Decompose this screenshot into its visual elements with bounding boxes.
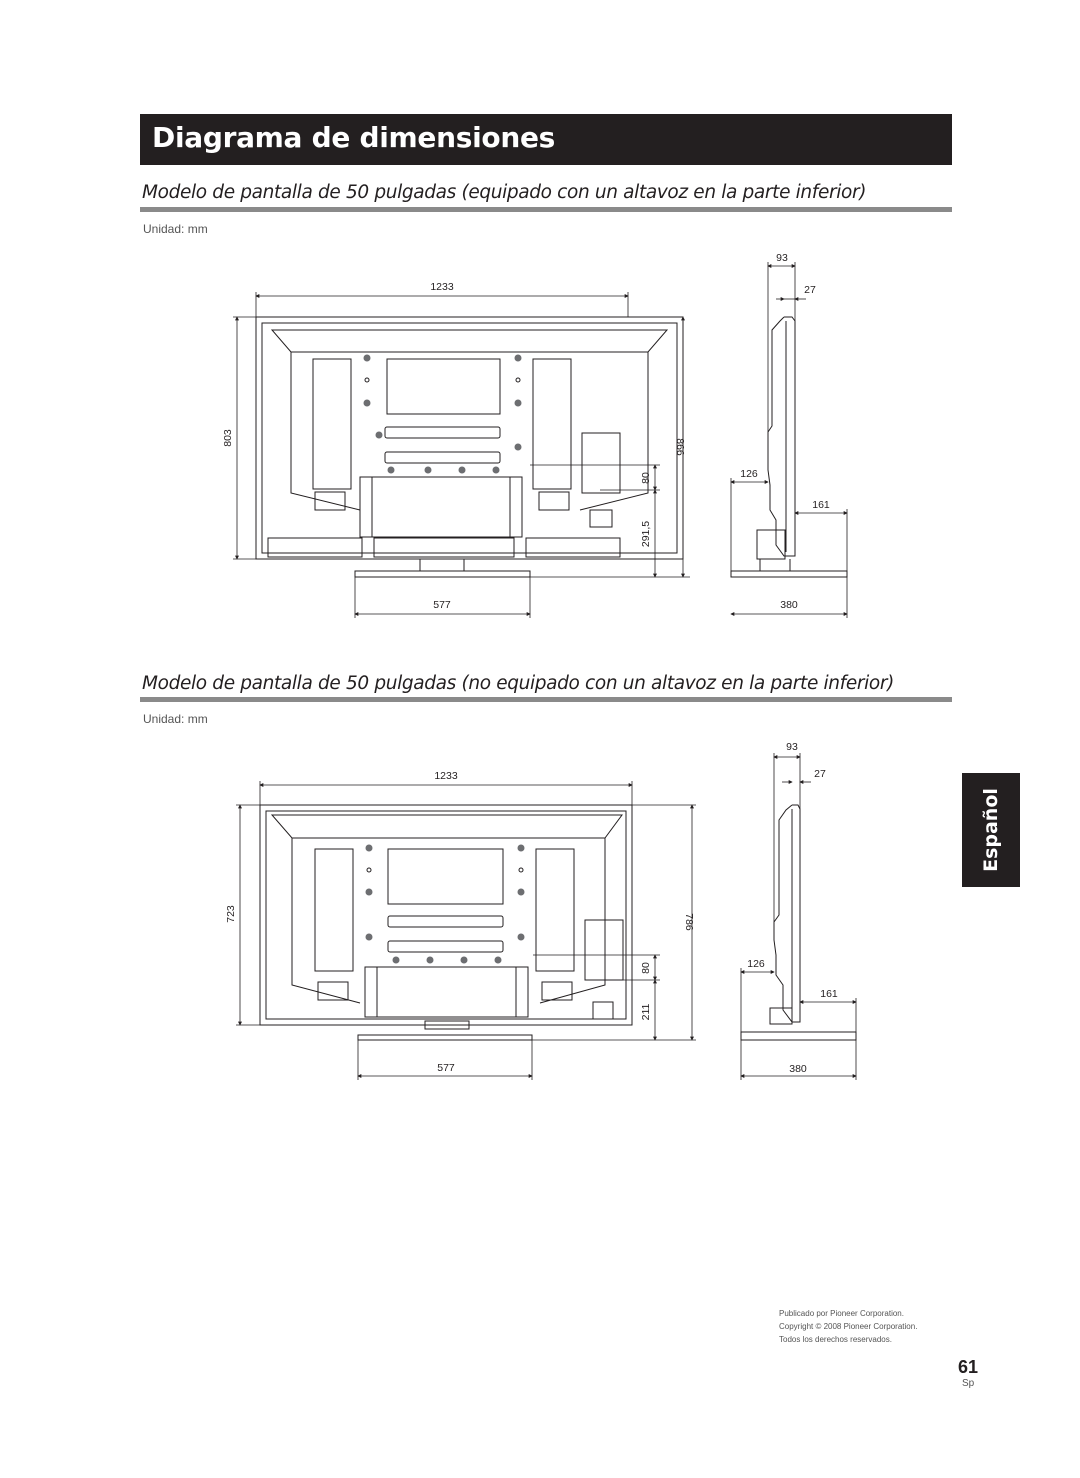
section-1-front-view bbox=[256, 317, 683, 577]
dim-depth-161: 161 bbox=[812, 499, 830, 511]
footer-copyright: Copyright © 2008 Pioneer Corporation. bbox=[779, 1322, 918, 1331]
dim-mid: 80 bbox=[640, 472, 652, 484]
dim-mid: 80 bbox=[640, 962, 652, 974]
dim-height-right: 866 bbox=[674, 438, 686, 456]
section-1-side-dimension-lines bbox=[731, 262, 847, 618]
page-title: Diagrama de dimensiones bbox=[152, 121, 556, 154]
section-1-unit: Unidad: mm bbox=[143, 222, 208, 236]
dim-depth-top: 93 bbox=[786, 741, 798, 753]
language-tab-label: Español bbox=[980, 788, 1002, 872]
dim-depth-panel: 27 bbox=[814, 768, 826, 780]
dim-width: 1233 bbox=[434, 770, 458, 782]
dim-base: 577 bbox=[433, 599, 451, 611]
dim-height-right: 786 bbox=[683, 913, 695, 931]
dim-depth-base: 380 bbox=[789, 1063, 807, 1075]
dim-depth-161: 161 bbox=[820, 988, 838, 1000]
page-number: 61 bbox=[958, 1357, 979, 1377]
footer-rights: Todos los derechos reservados. bbox=[779, 1335, 892, 1344]
dim-depth-base: 380 bbox=[780, 599, 798, 611]
section-1-side-view bbox=[731, 317, 847, 577]
dim-width: 1233 bbox=[430, 281, 454, 293]
section-1-dimension-lines bbox=[233, 292, 690, 618]
dim-lower: 211 bbox=[640, 1003, 652, 1021]
dim-base: 577 bbox=[437, 1062, 455, 1074]
dim-depth-126: 126 bbox=[740, 468, 758, 480]
section-1-heading: Modelo de pantalla de 50 pulgadas (equipado con un altavoz en la parte inferior) bbox=[142, 182, 867, 203]
page-suffix: Sp bbox=[962, 1378, 975, 1389]
dim-depth-top: 93 bbox=[776, 252, 788, 264]
section-2-rule bbox=[140, 697, 952, 702]
section-2-unit: Unidad: mm bbox=[143, 712, 208, 726]
section-2-front-view bbox=[260, 805, 632, 1040]
section-2-heading: Modelo de pantalla de 50 pulgadas (no equipado con un altavoz en la parte inferior) bbox=[142, 673, 895, 694]
dim-lower: 291,5 bbox=[640, 520, 652, 548]
language-tab bbox=[962, 773, 1020, 887]
section-2-side-dimension-lines bbox=[741, 753, 856, 1080]
dim-depth-126: 126 bbox=[747, 958, 765, 970]
dim-height-left: 803 bbox=[222, 429, 234, 447]
dim-depth-panel: 27 bbox=[804, 284, 816, 296]
section-2-side-view bbox=[741, 805, 856, 1040]
footer-publisher: Publicado por Pioneer Corporation. bbox=[779, 1309, 904, 1318]
dim-height-left: 723 bbox=[225, 905, 237, 923]
